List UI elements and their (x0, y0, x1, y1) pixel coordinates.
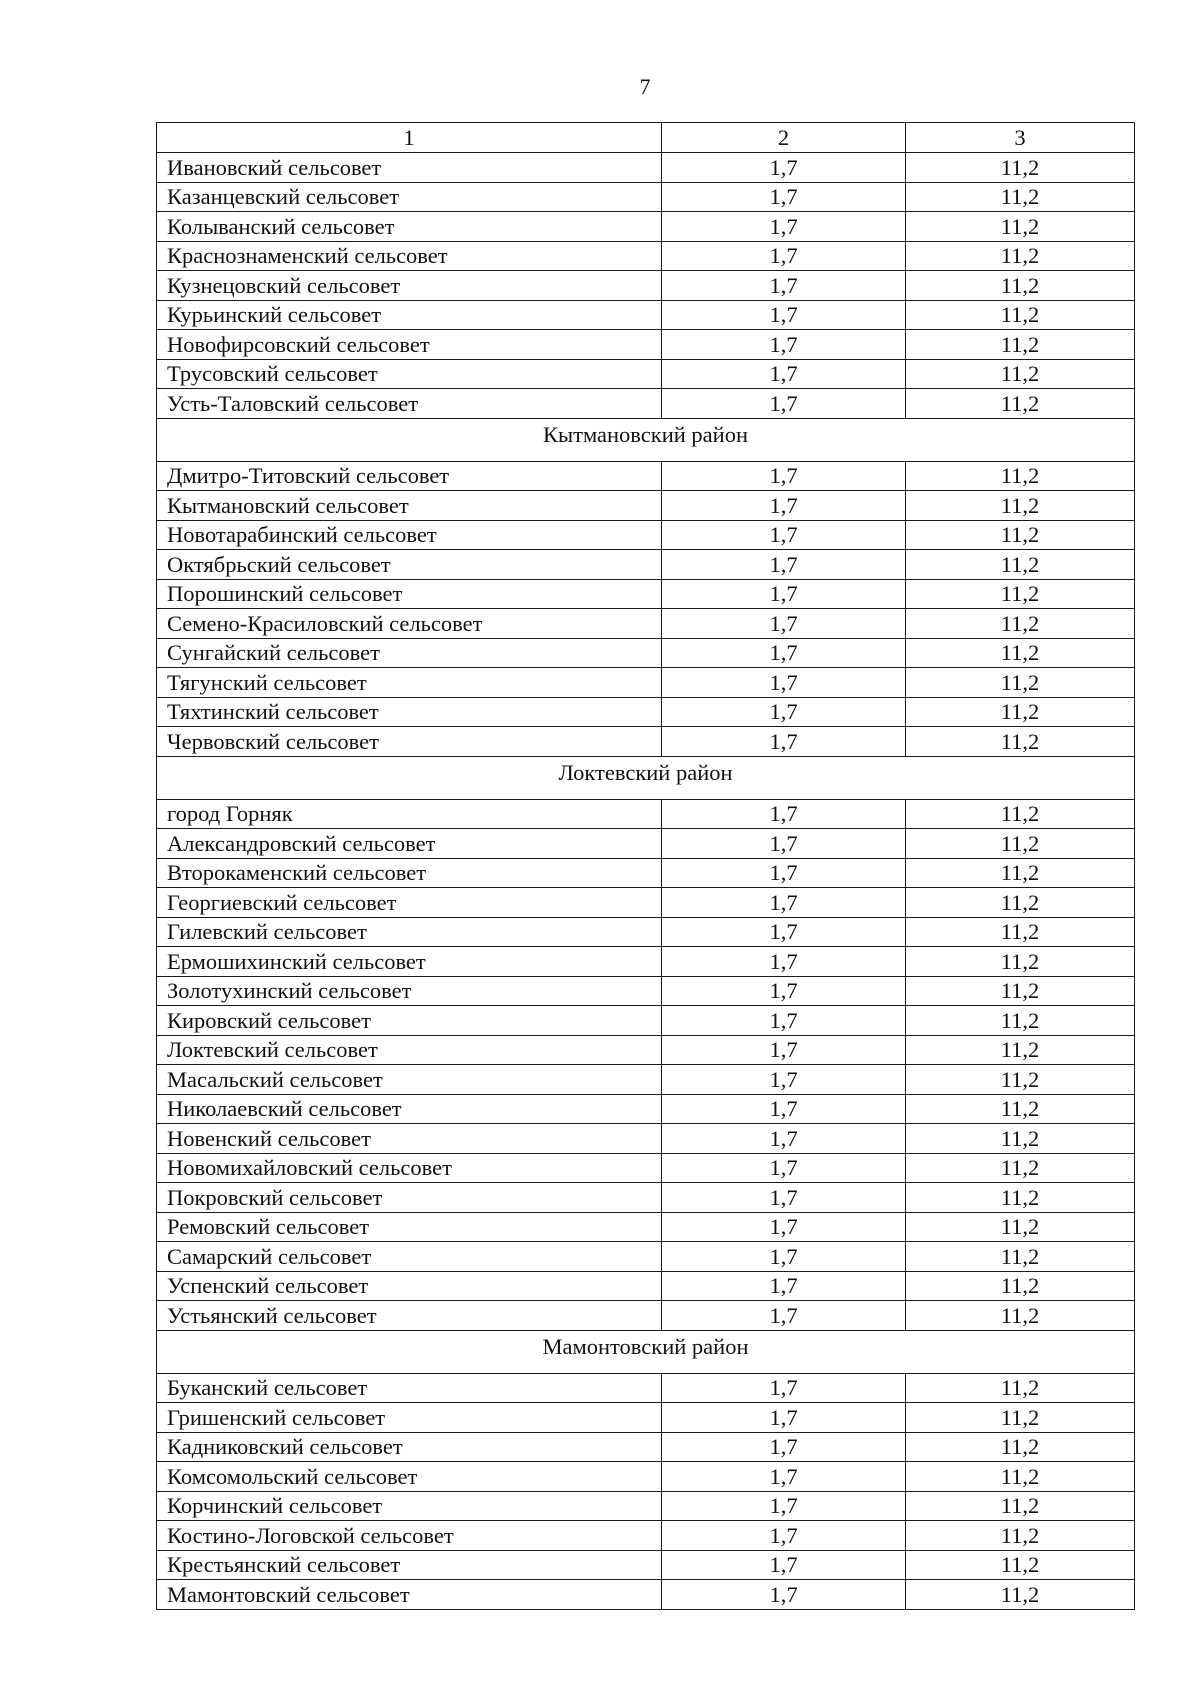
table-row (157, 1035, 1135, 1065)
table-row (157, 1462, 1135, 1492)
value-col3-cell: 11,2 (906, 153, 1135, 183)
district-title: Кытмановский район (157, 418, 1135, 461)
value-col2-cell: 1,7 (662, 1124, 906, 1154)
settlement-name-cell: Дмитро-Титовский сельсовет (157, 461, 662, 491)
table-row (157, 1094, 1135, 1124)
value-col2-cell: 1,7 (662, 1462, 906, 1492)
value-col3-cell: 11,2 (906, 668, 1135, 698)
value-col3-cell: 11,2 (906, 550, 1135, 580)
settlement-name-cell: Трусовский сельсовет (157, 359, 662, 389)
district-header-row (157, 418, 1135, 461)
settlement-name-cell: Краснознаменский сельсовет (157, 241, 662, 271)
table-row (157, 829, 1135, 859)
value-col3-cell: 11,2 (906, 1242, 1135, 1272)
page-number: 7 (639, 74, 651, 99)
table-row (157, 550, 1135, 580)
value-col2-cell: 1,7 (662, 1183, 906, 1213)
value-col2-cell: 1,7 (662, 829, 906, 859)
value-col2-cell: 1,7 (662, 1550, 906, 1580)
settlement-name-cell: Устьянский сельсовет (157, 1301, 662, 1331)
value-col3-cell: 11,2 (906, 727, 1135, 757)
table-row (157, 799, 1135, 829)
table-row (157, 858, 1135, 888)
settlement-name-cell: Тягунский сельсовет (157, 668, 662, 698)
table-row (157, 1403, 1135, 1433)
table-row (157, 389, 1135, 419)
value-col3-cell: 11,2 (906, 609, 1135, 639)
table-row (157, 1124, 1135, 1154)
value-col2-cell: 1,7 (662, 1094, 906, 1124)
settlement-name-cell: Александровский сельсовет (157, 829, 662, 859)
district-header-row (157, 756, 1135, 799)
value-col3-cell: 11,2 (906, 461, 1135, 491)
value-col2-cell: 1,7 (662, 1491, 906, 1521)
header-cell-3: 3 (906, 123, 1135, 153)
settlement-name-cell: Колыванский сельсовет (157, 212, 662, 242)
table-row (157, 697, 1135, 727)
settlement-name-cell: Локтевский сельсовет (157, 1035, 662, 1065)
value-col3-cell: 11,2 (906, 1065, 1135, 1095)
value-col3-cell: 11,2 (906, 1491, 1135, 1521)
value-col2-cell: 1,7 (662, 697, 906, 727)
value-col2-cell: 1,7 (662, 1271, 906, 1301)
value-col3-cell: 11,2 (906, 271, 1135, 301)
settlement-name-cell: Николаевский сельсовет (157, 1094, 662, 1124)
table-row (157, 1242, 1135, 1272)
table-row (157, 271, 1135, 301)
settlement-name-cell: Новотарабинский сельсовет (157, 520, 662, 550)
value-col3-cell: 11,2 (906, 1035, 1135, 1065)
value-col3-cell: 11,2 (906, 1432, 1135, 1462)
value-col3-cell: 11,2 (906, 241, 1135, 271)
table-row (157, 609, 1135, 639)
settlement-name-cell: Масальский сельсовет (157, 1065, 662, 1095)
table-row (157, 917, 1135, 947)
settlement-name-cell: Кытмановский сельсовет (157, 491, 662, 521)
table-row (157, 1271, 1135, 1301)
value-col2-cell: 1,7 (662, 1153, 906, 1183)
table-row (157, 1521, 1135, 1551)
settlement-name-cell: Самарский сельсовет (157, 1242, 662, 1272)
settlement-name-cell: Гилевский сельсовет (157, 917, 662, 947)
rates-table (156, 122, 1135, 1610)
value-col2-cell: 1,7 (662, 888, 906, 918)
value-col2-cell: 1,7 (662, 858, 906, 888)
table-row (157, 579, 1135, 609)
district-title: Локтевский район (157, 756, 1135, 799)
settlement-name-cell: Кузнецовский сельсовет (157, 271, 662, 301)
table-row (157, 359, 1135, 389)
header-cell-1: 1 (157, 123, 662, 153)
value-col3-cell: 11,2 (906, 1183, 1135, 1213)
settlement-name-cell: Успенский сельсовет (157, 1271, 662, 1301)
value-col2-cell: 1,7 (662, 1403, 906, 1433)
table-row (157, 330, 1135, 360)
settlement-name-cell: Ремовский сельсовет (157, 1212, 662, 1242)
value-col2-cell: 1,7 (662, 609, 906, 639)
value-col2-cell: 1,7 (662, 976, 906, 1006)
value-col2-cell: 1,7 (662, 212, 906, 242)
table-row (157, 638, 1135, 668)
value-col3-cell: 11,2 (906, 389, 1135, 419)
table-row (157, 1301, 1135, 1331)
value-col2-cell: 1,7 (662, 1242, 906, 1272)
settlement-name-cell: Крестьянский сельсовет (157, 1550, 662, 1580)
value-col2-cell: 1,7 (662, 1212, 906, 1242)
table-row (157, 1580, 1135, 1610)
value-col3-cell: 11,2 (906, 1550, 1135, 1580)
value-col2-cell: 1,7 (662, 1065, 906, 1095)
value-col3-cell: 11,2 (906, 858, 1135, 888)
value-col3-cell: 11,2 (906, 799, 1135, 829)
value-col3-cell: 11,2 (906, 491, 1135, 521)
settlement-name-cell: Второкаменский сельсовет (157, 858, 662, 888)
table-row (157, 976, 1135, 1006)
value-col2-cell: 1,7 (662, 1301, 906, 1331)
settlement-name-cell: Мамонтовский сельсовет (157, 1580, 662, 1610)
value-col3-cell: 11,2 (906, 1462, 1135, 1492)
table-row (157, 241, 1135, 271)
header-cell-2: 2 (662, 123, 906, 153)
table-row (157, 520, 1135, 550)
table-body (157, 123, 1135, 1610)
settlement-name-cell: Костино-Логовской сельсовет (157, 1521, 662, 1551)
value-col2-cell: 1,7 (662, 359, 906, 389)
settlement-name-cell: Новофирсовский сельсовет (157, 330, 662, 360)
value-col2-cell: 1,7 (662, 638, 906, 668)
table-row (157, 1373, 1135, 1403)
value-col2-cell: 1,7 (662, 947, 906, 977)
settlement-name-cell: Усть-Таловский сельсовет (157, 389, 662, 419)
value-col3-cell: 11,2 (906, 1301, 1135, 1331)
settlement-name-cell: Ермошихинский сельсовет (157, 947, 662, 977)
settlement-name-cell: Тяхтинский сельсовет (157, 697, 662, 727)
value-col2-cell: 1,7 (662, 461, 906, 491)
settlement-name-cell: Казанцевский сельсовет (157, 182, 662, 212)
value-col3-cell: 11,2 (906, 917, 1135, 947)
value-col3-cell: 11,2 (906, 520, 1135, 550)
value-col3-cell: 11,2 (906, 182, 1135, 212)
settlement-name-cell: Курьинский сельсовет (157, 300, 662, 330)
settlement-name-cell: Кировский сельсовет (157, 1006, 662, 1036)
value-col3-cell: 11,2 (906, 1006, 1135, 1036)
value-col2-cell: 1,7 (662, 241, 906, 271)
table-row (157, 1006, 1135, 1036)
settlement-name-cell: Новомихайловский сельсовет (157, 1153, 662, 1183)
value-col3-cell: 11,2 (906, 1124, 1135, 1154)
value-col2-cell: 1,7 (662, 300, 906, 330)
value-col3-cell: 11,2 (906, 1580, 1135, 1610)
value-col2-cell: 1,7 (662, 917, 906, 947)
settlement-name-cell: Сунгайский сельсовет (157, 638, 662, 668)
value-col2-cell: 1,7 (662, 1373, 906, 1403)
table-row (157, 1065, 1135, 1095)
value-col2-cell: 1,7 (662, 799, 906, 829)
value-col3-cell: 11,2 (906, 1271, 1135, 1301)
value-col2-cell: 1,7 (662, 1035, 906, 1065)
value-col3-cell: 11,2 (906, 976, 1135, 1006)
settlement-name-cell: город Горняк (157, 799, 662, 829)
settlement-name-cell: Покровский сельсовет (157, 1183, 662, 1213)
settlement-name-cell: Порошинский сельсовет (157, 579, 662, 609)
value-col2-cell: 1,7 (662, 520, 906, 550)
value-col2-cell: 1,7 (662, 271, 906, 301)
settlement-name-cell: Комсомольский сельсовет (157, 1462, 662, 1492)
table-row (157, 727, 1135, 757)
table-row (157, 182, 1135, 212)
value-col3-cell: 11,2 (906, 212, 1135, 242)
value-col2-cell: 1,7 (662, 182, 906, 212)
table-row (157, 1212, 1135, 1242)
table-row (157, 1183, 1135, 1213)
table-row (157, 668, 1135, 698)
value-col3-cell: 11,2 (906, 1521, 1135, 1551)
table-row (157, 1432, 1135, 1462)
value-col3-cell: 11,2 (906, 829, 1135, 859)
table-row (157, 300, 1135, 330)
value-col3-cell: 11,2 (906, 359, 1135, 389)
settlement-name-cell: Новенский сельсовет (157, 1124, 662, 1154)
settlement-name-cell: Кадниковский сельсовет (157, 1432, 662, 1462)
value-col2-cell: 1,7 (662, 330, 906, 360)
settlement-name-cell: Семено-Красиловский сельсовет (157, 609, 662, 639)
value-col3-cell: 11,2 (906, 1153, 1135, 1183)
table-row (157, 888, 1135, 918)
value-col2-cell: 1,7 (662, 389, 906, 419)
settlement-name-cell: Золотухинский сельсовет (157, 976, 662, 1006)
settlement-name-cell: Георгиевский сельсовет (157, 888, 662, 918)
district-header-row (157, 1330, 1135, 1373)
table-row (157, 1550, 1135, 1580)
value-col3-cell: 11,2 (906, 300, 1135, 330)
value-col3-cell: 11,2 (906, 1212, 1135, 1242)
value-col3-cell: 11,2 (906, 947, 1135, 977)
settlement-name-cell: Октябрьский сельсовет (157, 550, 662, 580)
table-row (157, 1153, 1135, 1183)
settlement-name-cell: Гришенский сельсовет (157, 1403, 662, 1433)
value-col3-cell: 11,2 (906, 1403, 1135, 1433)
value-col3-cell: 11,2 (906, 697, 1135, 727)
value-col3-cell: 11,2 (906, 579, 1135, 609)
table-row (157, 947, 1135, 977)
value-col3-cell: 11,2 (906, 1373, 1135, 1403)
value-col2-cell: 1,7 (662, 1521, 906, 1551)
value-col3-cell: 11,2 (906, 1094, 1135, 1124)
table-row (157, 491, 1135, 521)
value-col2-cell: 1,7 (662, 491, 906, 521)
value-col3-cell: 11,2 (906, 888, 1135, 918)
table-row (157, 461, 1135, 491)
value-col2-cell: 1,7 (662, 668, 906, 698)
value-col2-cell: 1,7 (662, 550, 906, 580)
value-col2-cell: 1,7 (662, 1580, 906, 1610)
table-row (157, 212, 1135, 242)
table-header-row (157, 123, 1135, 153)
value-col2-cell: 1,7 (662, 579, 906, 609)
settlement-name-cell: Ивановский сельсовет (157, 153, 662, 183)
value-col2-cell: 1,7 (662, 727, 906, 757)
value-col2-cell: 1,7 (662, 153, 906, 183)
table-row (157, 1491, 1135, 1521)
value-col2-cell: 1,7 (662, 1432, 906, 1462)
value-col3-cell: 11,2 (906, 638, 1135, 668)
district-title: Мамонтовский район (157, 1330, 1135, 1373)
value-col3-cell: 11,2 (906, 330, 1135, 360)
settlement-name-cell: Буканский сельсовет (157, 1373, 662, 1403)
settlement-name-cell: Корчинский сельсовет (157, 1491, 662, 1521)
value-col2-cell: 1,7 (662, 1006, 906, 1036)
settlement-name-cell: Червовский сельсовет (157, 727, 662, 757)
table-row (157, 153, 1135, 183)
